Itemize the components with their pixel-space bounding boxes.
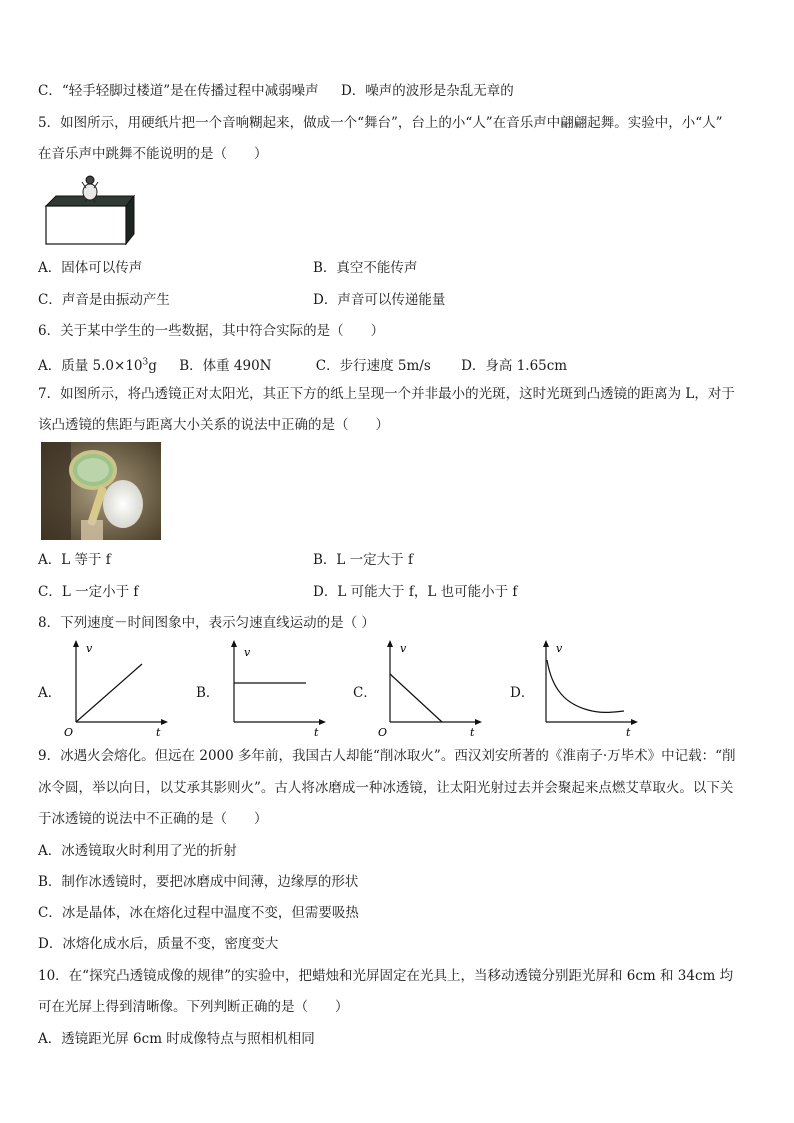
q7-stem-line1: 7．如图所示，将凸透镜正对太阳光，其正下方的纸上呈现一个并非最小的光斑，这时光斑到凸透镜的距离为 L，对于 [38,386,735,402]
q10-stem-line2: 可在光屏上得到清晰像。下列判断正确的是（ ） [38,999,349,1015]
q6-option-b: B．体重 490N [179,357,272,374]
graph-a-v-label: v [86,642,93,655]
q5-option-c: C．声音是由振动产生 [38,292,170,308]
graph-d-curve [547,660,624,712]
q8-option-d-label: D． [510,685,535,701]
q8-option-a-label: A． [38,685,62,701]
q10-stem-line1: 10．在“探究凸透镜成像的规律”的实验中，把蜡烛和光屏固定在光具上，当移动透镜分别距光屏和 6cm 和 34cm 均 [38,968,734,984]
q5-stem-line1: 5．如图所示，用硬纸片把一个音响糊起来，做成一个“舞台”，台上的小“人”在音乐声中翩翩起舞。实验中，小“人” [38,115,723,131]
q8-graph-b [220,638,330,742]
q9-option-a: A．冰透镜取火时利用了光的折射 [38,843,237,859]
q6-option-c: C．步行速度 5m/s [315,357,431,374]
q9-option-d: D．冰熔化成水后，质量不变，密度变大 [38,936,279,952]
q8-option-b-label: B． [196,685,220,701]
q7-option-c: C．L 一定小于 f [38,584,139,600]
graph-c-o-label: O [378,726,388,738]
q7-option-d: D．L 可能大于 f，L 也可能小于 f [313,584,518,600]
q7-magnifier-photo [41,442,161,544]
q6-options [38,353,567,375]
graph-d-t-label: t [626,726,631,738]
q6-option-d: D．身高 1.65cm [461,357,568,374]
q8-graph-d [532,638,642,742]
q6-stem: 6．关于某中学生的一些数据，其中符合实际的是（ ） [38,323,385,339]
q5-speaker-stage-figure [42,172,138,252]
graph-c-t-label: t [470,726,475,738]
q4-option-c: C．“轻手轻脚过楼道”是在传播过程中减弱噪声 D．噪声的波形是杂乱无章的 [38,83,514,99]
graph-c-line [390,674,442,722]
q5-option-a: A．固体可以传声 [38,260,143,276]
q7-option-b: B．L 一定大于 f [313,552,413,568]
graph-d-v-label: v [556,642,563,655]
q8-option-c-label: C． [353,685,377,701]
q5-option-d: D．声音可以传递能量 [313,292,446,308]
q5-stem-line2: 在音乐声中跳舞不能说明的是（ ） [38,146,268,162]
graph-a-t-label: t [156,726,161,738]
q7-stem-line2: 该凸透镜的焦距与距离大小关系的说法中正确的是（ ） [38,417,389,433]
graph-c-v-label: v [400,642,407,655]
graph-a-o-label: O [64,726,74,738]
q9-stem-line2: 冰令圆，举以向日，以艾承其影则火”。古人将冰磨成一种冰透镜，让太阳光射过去并会聚起来点燃艾草取火。以下关 [38,780,734,796]
q9-option-b: B．制作冰透镜时，要把冰磨成中间薄，边缘厚的形状 [38,874,359,890]
q7-option-a: A．L 等于 f [38,552,111,568]
q4-option-d: D．噪声的波形是杂乱无章的 [340,83,514,99]
graph-b-t-label: t [314,726,319,738]
graph-a-line [76,664,142,722]
q5-option-b: B．真空不能传声 [313,260,418,276]
q6-option-a: A．质量 $5.0\times 10^3g$ [38,357,157,374]
q9-option-c: C．冰是晶体，冰在熔化过程中温度不变，但需要吸热 [38,905,359,921]
q9-stem-line1: 9．冰遇火会熔化。但远在 2000 多年前，我国古人却能“削冰取火”。西汉刘安所著的《淮南子·万毕术》中记载：“削 [38,748,736,764]
q8-graph-c [376,638,486,742]
q8-stem: 8．下列速度－时间图象中，表示匀速直线运动的是（ ） [38,615,375,631]
graph-b-v-label: v [244,646,251,659]
q8-graph-a [62,638,172,742]
q10-option-a: A．透镜距光屏 6cm 时成像特点与照相机相同 [38,1031,315,1047]
q9-stem-line3: 于冰透镜的说法中不正确的是（ ） [38,811,268,827]
